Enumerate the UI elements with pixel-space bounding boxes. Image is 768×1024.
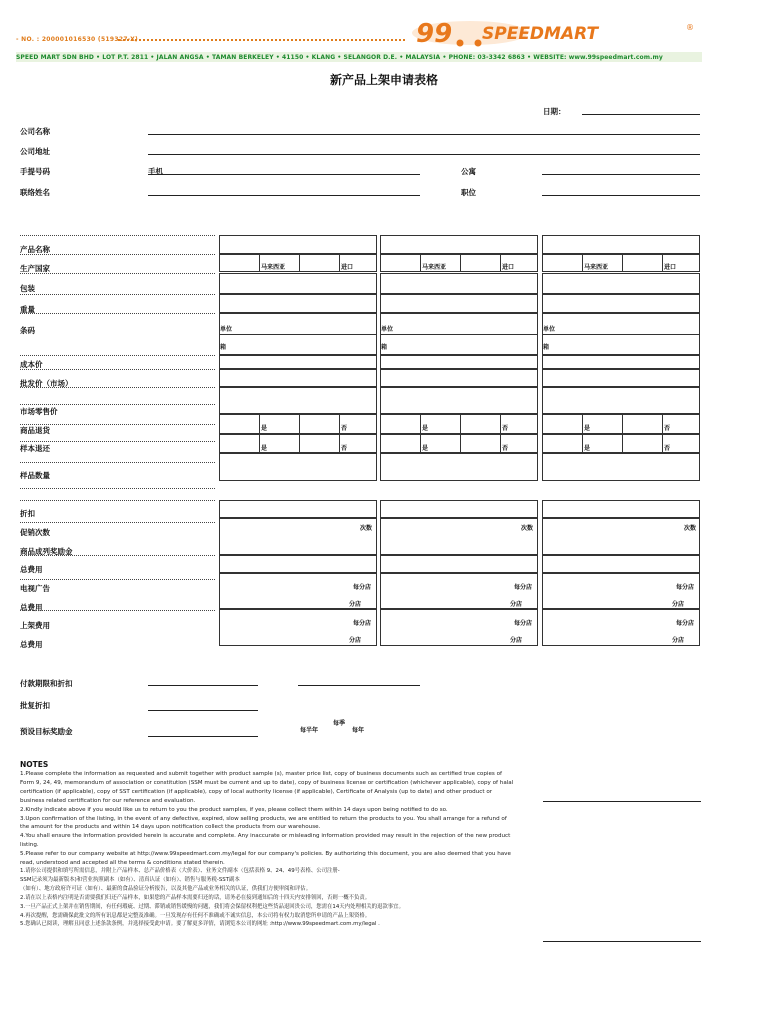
label-separator xyxy=(20,555,215,556)
label-separator xyxy=(20,387,215,388)
tv-store: 分店 xyxy=(672,601,685,608)
label-separator xyxy=(20,294,215,295)
origin-divider xyxy=(420,254,421,272)
product-cell[interactable] xyxy=(219,235,377,254)
note-line-chinese: 4.再次提醒，您需确保此批文的所有讯息都是完整及准确。一旦发现存有任何不准确或不诚实信息，本公司将有权力取消您所申请的产品上架资格。 xyxy=(20,912,371,919)
form-title: 新产品上架申请表格 xyxy=(329,73,438,87)
promo-times-unit: 次数 xyxy=(521,525,534,532)
shelf-store: 分店 xyxy=(510,637,523,644)
label-total2: 总费用 xyxy=(20,603,43,612)
origin-divider xyxy=(339,254,340,272)
yes-no-divider xyxy=(259,434,260,453)
yes-no-divider xyxy=(259,414,260,433)
label-separator xyxy=(20,355,215,356)
label-sample-qty: 样品数量 xyxy=(20,471,50,480)
label-separator xyxy=(20,369,215,370)
product-cell[interactable] xyxy=(542,414,700,434)
shelf-per-store: 每分店 xyxy=(353,620,372,627)
yes-no-divider xyxy=(500,434,501,453)
note-line: 1.Please complete the information as requested and submit together with product sample (s), master price list, copy of business documents such as certified true copies of xyxy=(20,771,502,777)
half-year-label: 每半年 xyxy=(300,727,319,734)
tv-per-store: 每分店 xyxy=(353,584,372,591)
note-line-chinese: 1.请你公司提供和填写所需信息，并附上产品样本、总产品价格表（大价表）、业务文件副本（包括表格 9、24、49号表格、公司注册- xyxy=(20,868,340,874)
office-label: 公寓 xyxy=(461,167,476,176)
origin-divider xyxy=(662,254,663,272)
label-tv-ad: 电视广告 xyxy=(20,584,50,593)
yes-no-divider xyxy=(662,434,663,453)
origin-divider xyxy=(622,254,623,272)
product-cell[interactable] xyxy=(380,555,538,573)
payment-discount-field[interactable] xyxy=(298,685,420,686)
label-barcode: 条码 xyxy=(20,326,35,335)
product-cell[interactable] xyxy=(542,355,700,369)
target-reward-field[interactable] xyxy=(148,736,258,737)
product-cell[interactable] xyxy=(542,555,700,573)
yes-no-divider xyxy=(460,434,461,453)
origin-divider xyxy=(299,254,300,272)
sample-yes: 是 xyxy=(261,445,268,452)
barcode-box: 箱 xyxy=(381,344,388,351)
label-separator xyxy=(20,610,215,611)
return-no: 否 xyxy=(664,425,671,432)
return-no: 否 xyxy=(341,425,348,432)
product-cell[interactable] xyxy=(219,273,377,294)
yes-no-divider xyxy=(460,414,461,433)
product-cell[interactable] xyxy=(542,294,700,313)
product-cell[interactable] xyxy=(380,453,538,481)
registration-number: - NO. : 200001016530 (519327-X) xyxy=(16,36,139,43)
yes-no-divider xyxy=(339,414,340,433)
contact-name-field[interactable] xyxy=(148,195,420,196)
yes-no-divider xyxy=(622,434,623,453)
barcode-divider xyxy=(380,334,538,335)
position-field[interactable] xyxy=(542,195,700,196)
shelf-per-store: 每分店 xyxy=(676,620,695,627)
logo-name: SPEEDMART xyxy=(482,24,599,44)
date-label: 日期： xyxy=(543,107,566,116)
label-total3: 总费用 xyxy=(20,640,43,649)
yes-no-divider xyxy=(299,414,300,433)
note-line: Form 9, 24, 49, memorandum of association or constitution (SSM must be current and up to date), copy of business license or certification (whichever applicable), copy of halal xyxy=(20,779,514,786)
note-line-chinese: （如有）、地方政府许可证（如有）、最新的食品验证分析报告，以及其他产品或业务相关的认证，供我们方便审阅和评估。 xyxy=(20,885,312,892)
notes-english xyxy=(20,770,513,868)
yes-no-divider xyxy=(299,434,300,453)
note-line: listing. xyxy=(20,842,39,849)
product-cell[interactable] xyxy=(380,235,538,254)
label-separator xyxy=(20,579,215,580)
product-cell[interactable] xyxy=(380,434,538,453)
return-yes: 是 xyxy=(422,425,429,432)
barcode-unit: 单位 xyxy=(543,326,556,333)
note-line-chinese: SSM记录须为最新版本)和营业执照副本（如有）、清真认证（如有）、销售与服务税-SST副本 xyxy=(20,876,240,883)
tv-per-store: 每分店 xyxy=(514,584,533,591)
label-separator xyxy=(20,441,215,442)
note-line: business related certification for our reference and evaluation. xyxy=(20,797,196,804)
yes-no-divider xyxy=(420,414,421,433)
label-listing-reward: 商品成列奖励金 xyxy=(20,547,73,556)
return-no: 否 xyxy=(502,425,509,432)
origin-import: 进口 xyxy=(502,264,515,271)
sample-no: 否 xyxy=(341,445,348,452)
speedmart-logo xyxy=(410,18,700,48)
product-cell[interactable] xyxy=(380,254,538,272)
product-cell[interactable] xyxy=(380,518,538,555)
product-cell[interactable] xyxy=(219,500,377,518)
header-divider xyxy=(118,39,405,41)
label-separator xyxy=(20,313,215,314)
note-line-chinese: 5.您确认已阅读，理解且同意上述条款条例，并选择接受此申请。要了解更多详情，请浏览本公司的网址 :http://www.99speedmart.com.my/legal . xyxy=(20,921,380,928)
tv-store: 分店 xyxy=(510,601,523,608)
sample-no: 否 xyxy=(502,445,509,452)
payment-terms-field[interactable] xyxy=(148,685,258,686)
barcode-unit: 单位 xyxy=(381,326,394,333)
barcode-divider xyxy=(219,334,377,335)
origin-malaysia: 马来西亚 xyxy=(422,264,447,271)
product-cell[interactable] xyxy=(219,355,377,369)
origin-divider xyxy=(259,254,260,272)
note-line-chinese: 3.一旦产品正式上架并在销售期间，有任何瑕疵、过期、滞销或销售缓慢的问题，我们将会保留权利把这些货品退回贵公司，您需在14天内处理相关的退款事宜。 xyxy=(20,903,404,910)
signature-line[interactable] xyxy=(543,801,701,802)
approved-discount-label: 批复折扣 xyxy=(20,701,50,710)
tv-store: 分店 xyxy=(349,601,362,608)
product-cell[interactable] xyxy=(219,518,377,555)
promo-times-unit: 次数 xyxy=(684,525,697,532)
product-cell[interactable] xyxy=(219,369,377,387)
origin-divider xyxy=(460,254,461,272)
product-cell[interactable] xyxy=(380,355,538,369)
target-reward-label: 预设目标奖励金 xyxy=(20,727,73,736)
quarter-label: 每季 xyxy=(333,720,346,727)
product-cell[interactable] xyxy=(542,369,700,387)
logo-registered-mark: ® xyxy=(686,23,694,32)
product-cell[interactable] xyxy=(219,387,377,414)
shelf-store: 分店 xyxy=(349,637,362,644)
product-cell[interactable] xyxy=(542,235,700,254)
note-line-chinese: 2.请在以上表格内注明是否需要我们归还产品样本，如果您的产品样本需要归还的话，请务必在接到通知后的十四天内安排领回，否则一概不负责。 xyxy=(20,894,371,901)
label-return-goods: 商品退货 xyxy=(20,426,50,435)
label-separator xyxy=(20,522,215,523)
yes-no-divider xyxy=(582,414,583,433)
position-label: 职位 xyxy=(461,188,476,197)
label-retail: 市场零售价 xyxy=(20,407,58,416)
yes-no-divider xyxy=(662,414,663,433)
product-cell[interactable] xyxy=(542,387,700,414)
logo-99: 99 xyxy=(416,19,453,48)
return-yes: 是 xyxy=(261,425,268,432)
stamp-line[interactable] xyxy=(543,941,701,942)
barcode-box: 箱 xyxy=(220,344,227,351)
product-cell[interactable] xyxy=(542,518,700,555)
yes-no-divider xyxy=(339,434,340,453)
tv-per-store: 每分店 xyxy=(676,584,695,591)
label-total1: 总费用 xyxy=(20,565,43,574)
product-cell[interactable] xyxy=(380,369,538,387)
label-separator xyxy=(20,404,215,405)
origin-import: 进口 xyxy=(341,264,354,271)
return-yes: 是 xyxy=(584,425,591,432)
yes-no-divider xyxy=(622,414,623,433)
label-separator xyxy=(20,235,215,236)
product-cell[interactable] xyxy=(219,555,377,573)
sample-yes: 是 xyxy=(422,445,429,452)
note-line: 5.Please refer to our company website at http://www.99speedmart.com.my/legal for our company's policies. By authorizing this document, you are also deemed that you have xyxy=(20,851,511,858)
product-cell[interactable] xyxy=(542,273,700,294)
product-cell[interactable] xyxy=(219,294,377,313)
label-discount: 折扣 xyxy=(20,509,35,518)
barcode-divider xyxy=(542,334,700,335)
origin-malaysia: 马来西亚 xyxy=(584,264,609,271)
label-separator xyxy=(20,488,215,489)
origin-malaysia: 马来西亚 xyxy=(261,264,286,271)
yes-no-divider xyxy=(500,414,501,433)
label-packing: 包装 xyxy=(20,284,35,293)
shelf-store: 分店 xyxy=(672,637,685,644)
company-name-field[interactable] xyxy=(148,134,700,135)
notes-chinese xyxy=(20,867,404,929)
product-cell[interactable] xyxy=(380,387,538,414)
note-line: 2.Kindly indicate above if you would like us to return to you the product samples, if yes, please collect them within 14 days upon being notified to do so. xyxy=(20,806,448,813)
mobile-field[interactable] xyxy=(148,174,420,175)
company-name-label: 公司名称 xyxy=(20,127,50,136)
product-cell[interactable] xyxy=(219,434,377,453)
product-cell[interactable] xyxy=(542,434,700,453)
label-separator xyxy=(20,273,215,274)
barcode-unit: 单位 xyxy=(220,326,233,333)
shelf-per-store: 每分店 xyxy=(514,620,533,627)
product-cell[interactable] xyxy=(380,414,538,434)
product-cell[interactable] xyxy=(542,254,700,272)
label-wholesale: 批发价（市场） xyxy=(20,379,73,388)
note-line: read, understood and accepted all the terms & conditions stated therein. xyxy=(20,860,225,867)
product-cell[interactable] xyxy=(542,500,700,518)
yes-no-divider xyxy=(582,434,583,453)
origin-import: 进口 xyxy=(664,264,677,271)
product-cell[interactable] xyxy=(542,453,700,481)
product-cell[interactable] xyxy=(380,273,538,294)
year-label: 每年 xyxy=(352,727,365,734)
label-separator xyxy=(20,462,215,463)
mobile-label: 手机 xyxy=(148,167,163,176)
promo-times-unit: 次数 xyxy=(360,525,373,532)
label-sample-return: 样本退还 xyxy=(20,444,50,453)
note-line: 3.Upon confirmation of the listing, in the event of any defective, expired, slow selling products, we are entitled to return the products to you. You shall arrange for a refund of xyxy=(20,815,507,822)
label-weight: 重量 xyxy=(20,305,35,314)
label-separator xyxy=(20,500,215,501)
note-line: 4.You shall ensure the information provided herein is accurate and complete. Any inaccurate or misleading information provided may result in the rejection of the new product xyxy=(20,833,511,840)
product-cell[interactable] xyxy=(219,254,377,272)
label-name: 产品名称 xyxy=(20,245,50,254)
yes-no-divider xyxy=(420,434,421,453)
phone-label: 手提号码 xyxy=(20,167,50,176)
note-line: certification (if applicable), copy of SST certification (if applicable), copy of local authority license (if applicable), Certificate of Analysis (up to date) and other product or xyxy=(20,788,493,795)
product-cell[interactable] xyxy=(380,294,538,313)
origin-divider xyxy=(500,254,501,272)
origin-divider xyxy=(582,254,583,272)
company-address-line: SPEED MART SDN BHD • LOT P.T. 2811 • JALAN ANGSA • TAMAN BERKELEY • 41150 • KLANG • SELANGOR D.E. • MALAYSIA • PHONE: 03-3342 6863 • WEBSITE: www.99speedmart.com.my xyxy=(16,54,663,61)
approved-discount-field[interactable] xyxy=(148,710,258,711)
product-cell[interactable] xyxy=(380,500,538,518)
label-cost: 成本价 xyxy=(20,360,43,369)
label-promo-times: 促销次数 xyxy=(20,528,50,537)
label-separator xyxy=(20,254,215,255)
sample-yes: 是 xyxy=(584,445,591,452)
office-field[interactable] xyxy=(542,174,700,175)
date-field[interactable] xyxy=(582,114,700,115)
company-address-field[interactable] xyxy=(148,154,700,155)
barcode-box: 箱 xyxy=(543,344,550,351)
payment-terms-label: 付款期限和折扣 xyxy=(20,679,73,688)
label-separator xyxy=(20,424,215,425)
sample-no: 否 xyxy=(664,445,671,452)
product-cell[interactable] xyxy=(219,414,377,434)
contact-name-label: 联络姓名 xyxy=(20,188,50,197)
label-origin: 生产国家 xyxy=(20,264,50,273)
label-shelf-fee: 上架费用 xyxy=(20,621,50,630)
company-address-label: 公司地址 xyxy=(20,147,50,156)
note-line: the amount for the products and within 14 days upon notification collect the products from our warehouse. xyxy=(20,824,321,831)
notes-title: NOTES xyxy=(20,760,49,769)
product-cell[interactable] xyxy=(219,453,377,481)
